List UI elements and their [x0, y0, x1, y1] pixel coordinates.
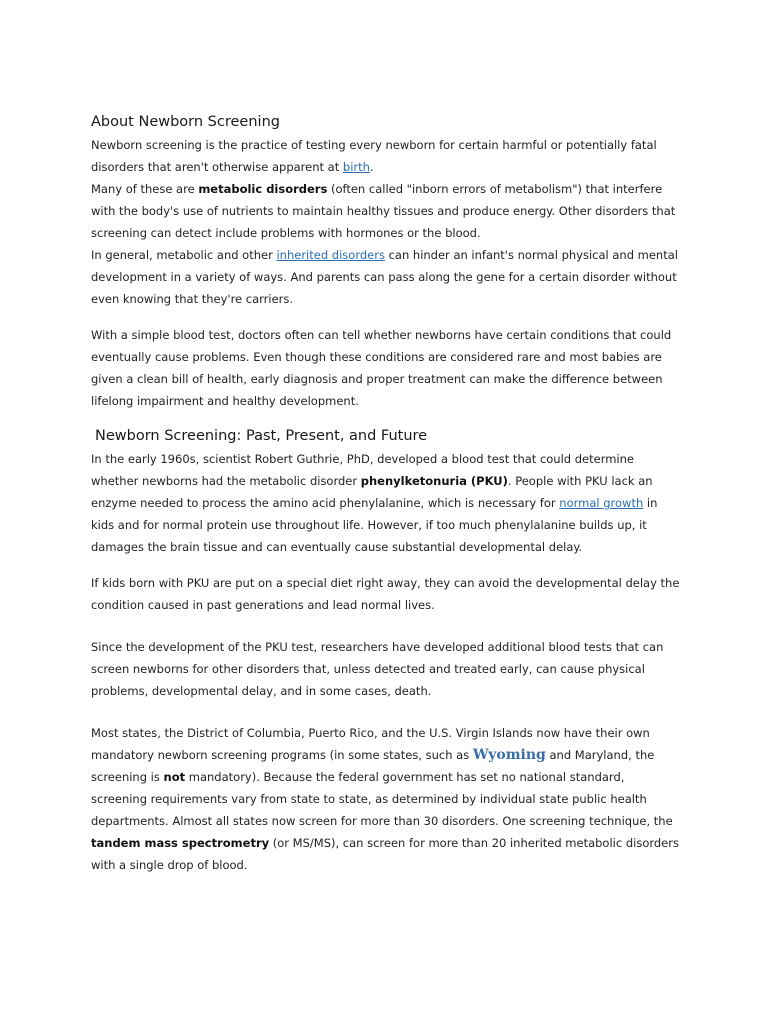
link-birth[interactable]: birth — [342, 160, 370, 174]
link-inherited-disorders[interactable]: inherited disorders — [276, 248, 385, 262]
document-content — [91, 112, 681, 876]
paragraph: Many of these are metabolic disorders (often called "inborn errors of metabolism") that interfere with the body's use of nutrients to maintain healthy tissues and produce energy. Other disorders that screening can detect include problems with hormones or the blood. — [91, 182, 676, 240]
paragraph: With a simple blood test, doctors often can tell whether newborns have certain conditions that could eventually cause problems. Even though these conditions are considered rare and most babies are given a clean bill of health, early diagnosis and proper treatment can make the difference between lifelong impairment and healthy development. — [91, 328, 672, 408]
paragraph: Most states, the District of Columbia, Puerto Rico, and the U.S. Virgin Islands now have their own mandatory newborn screening programs (in some states, such as Wyoming and Maryland, the screening is not mandatory). Because the federal government has set no national standard, screening requirements vary from state to state, as determined by individual state public health departments. Almost all states now screen for more than 30 disorders. One screening technique, the tandem mass spectrometry (or MS/MS), can screen for more than 20 inherited metabolic disorders with a single drop of blood. — [91, 726, 679, 872]
paragraph: Since the development of the PKU test, researchers have developed additional blood tests that can screen newborns for other disorders that, unless detected and treated early, can cause physical problems, developmental delay, and in some cases, death. — [91, 640, 664, 698]
paragraph: Newborn screening is the practice of testing every newborn for certain harmful or potentially fatal disorders that aren't otherwise apparent at birth. — [91, 138, 657, 174]
paragraph: In the early 1960s, scientist Robert Guthrie, PhD, developed a blood test that could determine whether newborns had the metabolic disorder phenylketonuria (PKU). People with PKU lack an enzyme needed to process the amino acid phenylalanine, which is necessary for normal growth in kids and for normal protein use throughout life. However, if too much phenylalanine builds up, it damages the brain tissue and can eventually cause substantial developmental delay. — [91, 452, 658, 554]
bold-term: phenylketonuria (PKU) — [360, 474, 508, 488]
bold-term: metabolic disorders — [198, 182, 328, 196]
link-normal-growth[interactable]: normal growth — [559, 496, 644, 510]
heading-past-present-future: Newborn Screening: Past, Present, and Future — [95, 428, 428, 444]
heading-about-newborn-screening: About Newborn Screening — [91, 114, 280, 130]
paragraph: If kids born with PKU are put on a special diet right away, they can avoid the developmental delay the condition caused in past generations and lead normal lives. — [91, 576, 680, 612]
link-wyoming[interactable]: Wyoming — [472, 747, 546, 763]
paragraph: In general, metabolic and other inherited disorders can hinder an infant's normal physical and mental development in a variety of ways. And parents can pass along the gene for a certain disorder without even knowing that they're carriers. — [91, 248, 678, 306]
bold-term: not — [163, 770, 186, 784]
bold-term: tandem mass spectrometry — [91, 836, 270, 850]
